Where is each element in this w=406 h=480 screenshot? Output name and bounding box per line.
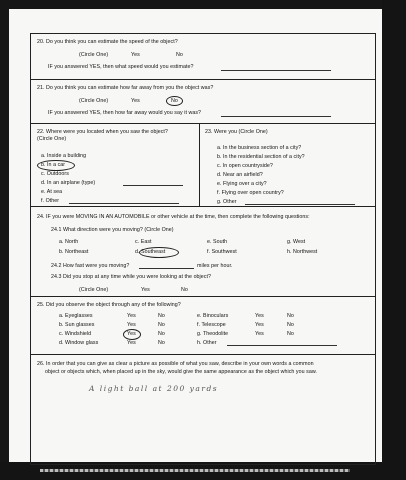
location-option-a[interactable]: a. Inside a building <box>41 153 87 159</box>
direction-e[interactable]: e. South <box>207 239 228 245</box>
optic-binoculars: e. Binoculars <box>197 313 229 319</box>
answer-yes[interactable]: Yes <box>127 313 136 319</box>
speed-mph-line[interactable] <box>139 268 194 269</box>
handwritten-answer: A light ball at 200 yards <box>89 384 219 393</box>
scan-edge-left <box>0 0 9 480</box>
optic-other: h. Other <box>197 340 217 346</box>
direction-f[interactable]: f. Southwest <box>207 249 237 255</box>
answer-yes[interactable]: Yes <box>255 322 264 328</box>
divider <box>30 33 376 34</box>
question-25-section <box>30 296 376 354</box>
speed-answer-line[interactable] <box>221 70 331 71</box>
answer-no[interactable]: No <box>287 313 294 319</box>
direction-a[interactable]: a. North <box>59 239 79 245</box>
area-option-a[interactable]: a. In the business section of a city? <box>217 145 302 151</box>
divider <box>30 464 376 465</box>
direction-h[interactable]: h. Northwest <box>287 249 318 255</box>
optic-eyeglasses: a. Eyeglasses <box>59 313 93 319</box>
optic-windshield: c. Windshield <box>59 331 92 337</box>
direction-g[interactable]: g. West <box>287 239 306 245</box>
pen-circle-mark <box>123 329 141 340</box>
pen-circle-mark <box>37 160 75 171</box>
film-strip-marks <box>40 469 350 472</box>
location-option-d[interactable]: d. In an airplane (type) <box>41 180 96 186</box>
pen-circle-mark <box>139 247 179 258</box>
question-24-3-text: 24.3 Did you stop at any time while you were looking at the object? <box>51 274 211 280</box>
answer-no[interactable]: No <box>158 331 165 337</box>
area-option-c[interactable]: c. In open countryside? <box>217 163 273 169</box>
question-21-followup: IF you answered YES, then how far away would you say it was? <box>48 110 202 116</box>
distance-answer-line[interactable] <box>221 116 331 117</box>
answer-yes[interactable]: Yes <box>255 331 264 337</box>
optic-window-glass: d. Window glass <box>59 340 99 346</box>
answer-no[interactable]: No <box>171 98 178 104</box>
circle-one-label: (Circle One) <box>79 52 109 58</box>
circle-one-label: (Circle One) <box>37 136 67 142</box>
pen-circle-mark <box>166 96 183 106</box>
area-option-f[interactable]: f. Flying over open country? <box>217 190 284 196</box>
answer-no[interactable]: No <box>158 322 165 328</box>
column-divider <box>199 123 200 206</box>
location-option-c[interactable]: c. Outdoors <box>41 171 69 177</box>
answer-yes[interactable]: Yes <box>127 340 136 346</box>
optic-telescope: f. Telescope <box>197 322 226 328</box>
optic-sun-glasses: b. Sun glasses <box>59 322 95 328</box>
optic-theodolite: g. Theodolite <box>197 331 229 337</box>
direction-b[interactable]: b. Northeast <box>59 249 89 255</box>
direction-d[interactable]: d. Southeast <box>135 249 166 255</box>
circle-one-label: (Circle One) <box>79 287 109 293</box>
question-24-2-text: 24.2 How fast were you moving? <box>51 263 130 269</box>
sighting-questionnaire <box>30 33 376 465</box>
answer-yes[interactable]: Yes <box>127 322 136 328</box>
airplane-type-line[interactable] <box>123 185 183 186</box>
question-26-text-line2: object or objects which, when placed up in the sky, would give the same appearance as the object which you saw. <box>45 369 317 375</box>
mph-unit: miles per hour. <box>197 263 233 269</box>
area-option-d[interactable]: d. Near an airfield? <box>217 172 263 178</box>
question-24-section <box>30 206 376 296</box>
scan-edge-right <box>382 0 406 480</box>
scan-edge-top <box>0 0 406 9</box>
question-25-text: 25. Did you observe the object through any of the following? <box>37 302 181 308</box>
question-20-followup: IF you answered YES, then what speed would you estimate? <box>48 64 194 70</box>
location-option-f[interactable]: f. Other <box>41 198 60 204</box>
answer-yes[interactable]: Yes <box>141 287 150 293</box>
answer-no[interactable]: No <box>158 313 165 319</box>
question-26-text-line1: 26. In order that you can give as clear a picture as possible of what you saw, describe in your own words a common <box>37 361 314 367</box>
direction-c[interactable]: c. East <box>135 239 152 245</box>
circle-one-label: (Circle One) <box>79 98 109 104</box>
answer-no[interactable]: No <box>176 52 183 58</box>
question-20-text: 20. Do you think you can estimate the speed of the object? <box>37 39 178 45</box>
answer-yes[interactable]: Yes <box>131 52 140 58</box>
question-22-23-section <box>30 123 376 206</box>
question-23-text: 23. Were you (Circle One) <box>205 129 268 135</box>
question-24-1-text: 24.1 What direction were you moving? (Circle One) <box>51 227 174 233</box>
area-option-g[interactable]: g. Other <box>217 199 237 205</box>
location-other-line[interactable] <box>69 203 179 204</box>
area-other-line[interactable] <box>245 204 355 205</box>
location-option-b[interactable]: b. In a car <box>41 162 66 168</box>
answer-yes[interactable]: Yes <box>131 98 140 104</box>
question-26-section <box>30 354 376 465</box>
question-21-text: 21. Do you think you can estimate how far away from you the object was? <box>37 85 214 91</box>
optic-other-line[interactable] <box>227 345 337 346</box>
question-24-text: 24. IF you were MOVING IN AN AUTOMOBILE or other vehicle at the time, then complete the following questions: <box>37 214 310 220</box>
location-option-e[interactable]: e. At sea <box>41 189 63 195</box>
area-option-e[interactable]: e. Flying over a city? <box>217 181 267 187</box>
answer-yes[interactable]: Yes <box>127 331 136 337</box>
question-22-text: 22. Where were you located when you saw the object? <box>37 129 168 135</box>
question-20-section <box>30 33 376 79</box>
answer-no[interactable]: No <box>181 287 188 293</box>
area-option-b[interactable]: b. In the residential section of a city? <box>217 154 305 160</box>
answer-no[interactable]: No <box>287 322 294 328</box>
question-21-section <box>30 79 376 123</box>
answer-no[interactable]: No <box>287 331 294 337</box>
answer-yes[interactable]: Yes <box>255 313 264 319</box>
answer-no[interactable]: No <box>158 340 165 346</box>
